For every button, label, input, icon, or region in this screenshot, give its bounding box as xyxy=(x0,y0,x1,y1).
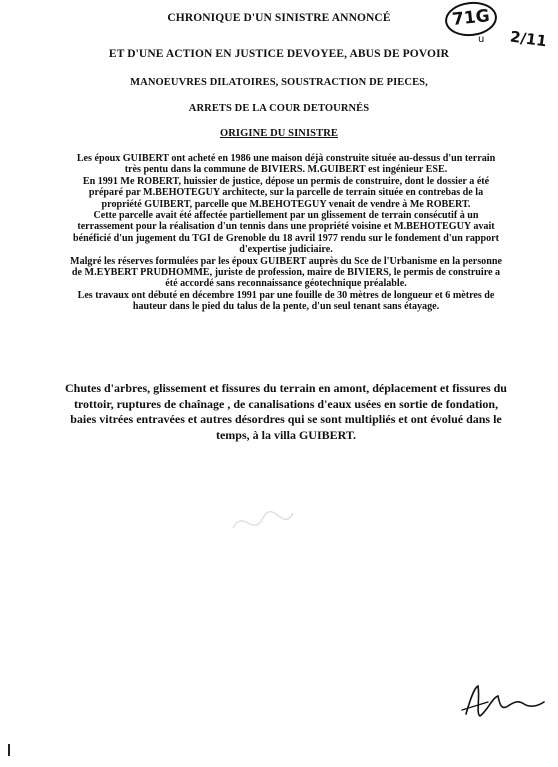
paragraph-permit: En 1991 Me ROBERT, huissier de justice, dépose un permis de construire, dont le dossier a été préparé par M.BEHOTEGUY architecte, sur la parcelle de terrain située en contrebas de la propriété GUIBERT, parcelle que M.BEHOTEGUY venait de vendre à Me ROBERT. xyxy=(82,175,490,210)
paragraph-landslide: Cette parcelle avait été affectée partiellement par un glissement de terrain consécutif à un terrassement pour la réalisation d'un tennis dans une propriété voisine et M.BEHOTEGUY avait bénéficié d'un jugement du TGI de Grenoble du 18 avril 1977 rendu sur le fondement d'un rapport d'expertise judiciaire. xyxy=(72,210,500,256)
damage-summary: Chutes d'arbres, glissement et fissures du terrain en amont, déplacement et fissures du trottoir, ruptures de chaînage , de canalisations d'eaux usées en sortie de fondation, baies vitrées entravées et autres désordres qui se sont multipliés et ont évolué dans le temps, à la villa GUIBERT. xyxy=(65,381,507,442)
paragraph-reserves: Malgré les réserves formulées par les époux GUIBERT auprès du Sce de l'Urbanisme en la personne de M.EYBERT PRUDHOMME, juriste de profession, maire de BIVIERS, le permis de construire a été accordé sans reconnaissance géotechnique préalable. xyxy=(70,255,502,290)
margin-tick xyxy=(8,744,10,756)
title-line-3: MANOEUVRES DILATOIRES, SOUSTRACTION DE PIECES, xyxy=(130,77,428,88)
archive-stamp: 71G xyxy=(443,0,498,39)
page-number: 2/11 xyxy=(508,27,548,51)
body-text xyxy=(70,153,502,313)
margin-mark: u xyxy=(478,34,485,45)
faint-signature xyxy=(228,498,298,543)
signature xyxy=(458,680,548,725)
section-heading: ORIGINE DU SINISTRE xyxy=(219,128,338,139)
paragraph-purchase: Les époux GUIBERT ont acheté en 1986 une maison déjà construite située au-dessus d'un terrain très pentu dans la commune de BIVIERS. M.GUIBERT est ingénieur ESE. xyxy=(76,153,496,176)
title-line-4: ARRETS DE LA COUR DETOURNÉS xyxy=(188,103,370,114)
title-line-1: CHRONIQUE D'UN SINISTRE ANNONCÉ xyxy=(167,12,391,24)
title-line-2: ET D'UNE ACTION EN JUSTICE DEVOYEE, ABUS DE POVOIR xyxy=(108,48,450,60)
paragraph-works: Les travaux ont débuté en décembre 1991 par une fouille de 30 mètres de longueur et 6 mètres de hauteur dans le pied du talus de la pente, d'un seul tenant sans étayage. xyxy=(77,289,495,313)
